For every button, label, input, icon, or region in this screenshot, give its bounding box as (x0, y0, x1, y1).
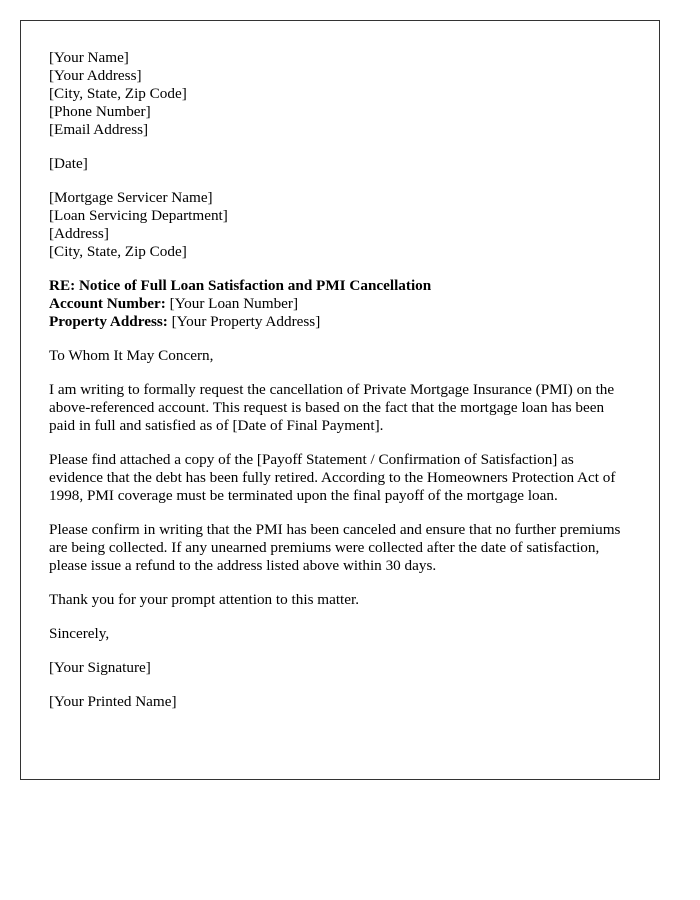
sign-off: Sincerely, (49, 625, 110, 642)
sender-name: [Your Name] (49, 49, 129, 66)
recipient-city-state-zip: [City, State, Zip Code] (49, 243, 187, 260)
recipient-department: [Loan Servicing Department] (49, 207, 228, 224)
sender-block (49, 49, 631, 139)
account-number-line (49, 295, 631, 313)
reference-block (49, 277, 631, 331)
signature: [Your Signature] (49, 659, 151, 676)
sender-email: [Email Address] (49, 121, 149, 138)
printed-name: [Your Printed Name] (49, 693, 177, 710)
date-block (49, 155, 631, 173)
recipient-name: [Mortgage Servicer Name] (49, 189, 213, 206)
body-paragraph-4: Thank you for your prompt attention to this matter. (49, 591, 360, 608)
letter-date: [Date] (49, 155, 88, 172)
body-paragraph-3: Please confirm in writing that the PMI has been canceled and ensure that no further premiums are being collected. If any unearned premiums were collected after the date of satisfaction, please issue a refund to the address listed above within 30 days. (49, 521, 621, 574)
property-address-value: [Your Property Address] (167, 313, 321, 330)
sender-address: [Your Address] (49, 67, 142, 84)
property-address-label: Property Address: (49, 313, 168, 330)
property-address-line (49, 313, 631, 331)
sender-city-state-zip: [City, State, Zip Code] (49, 85, 187, 102)
salutation: To Whom It May Concern, (49, 347, 214, 364)
body-paragraph-2: Please find attached a copy of the [Payoff Statement / Confirmation of Satisfaction] as evidence that the debt has been fully retired. According to the Homeowners Protection Act of 1998, PMI coverage must be terminated upon the final payoff of the mortgage loan. (49, 451, 616, 504)
letter-page (20, 20, 660, 780)
account-number-label: Account Number: (49, 295, 166, 312)
recipient-address: [Address] (49, 225, 109, 242)
sender-phone: [Phone Number] (49, 103, 151, 120)
subject-text: RE: Notice of Full Loan Satisfaction and PMI Cancellation (49, 277, 432, 294)
subject-line (49, 277, 631, 295)
recipient-block (49, 189, 631, 261)
body-paragraph-1: I am writing to formally request the cancellation of Private Mortgage Insurance (PMI) on the above-referenced account. This request is based on the fact that the mortgage loan has been paid in full and satisfied as of [Date of Final Payment]. (49, 381, 615, 434)
account-number-value: [Your Loan Number] (165, 295, 299, 312)
